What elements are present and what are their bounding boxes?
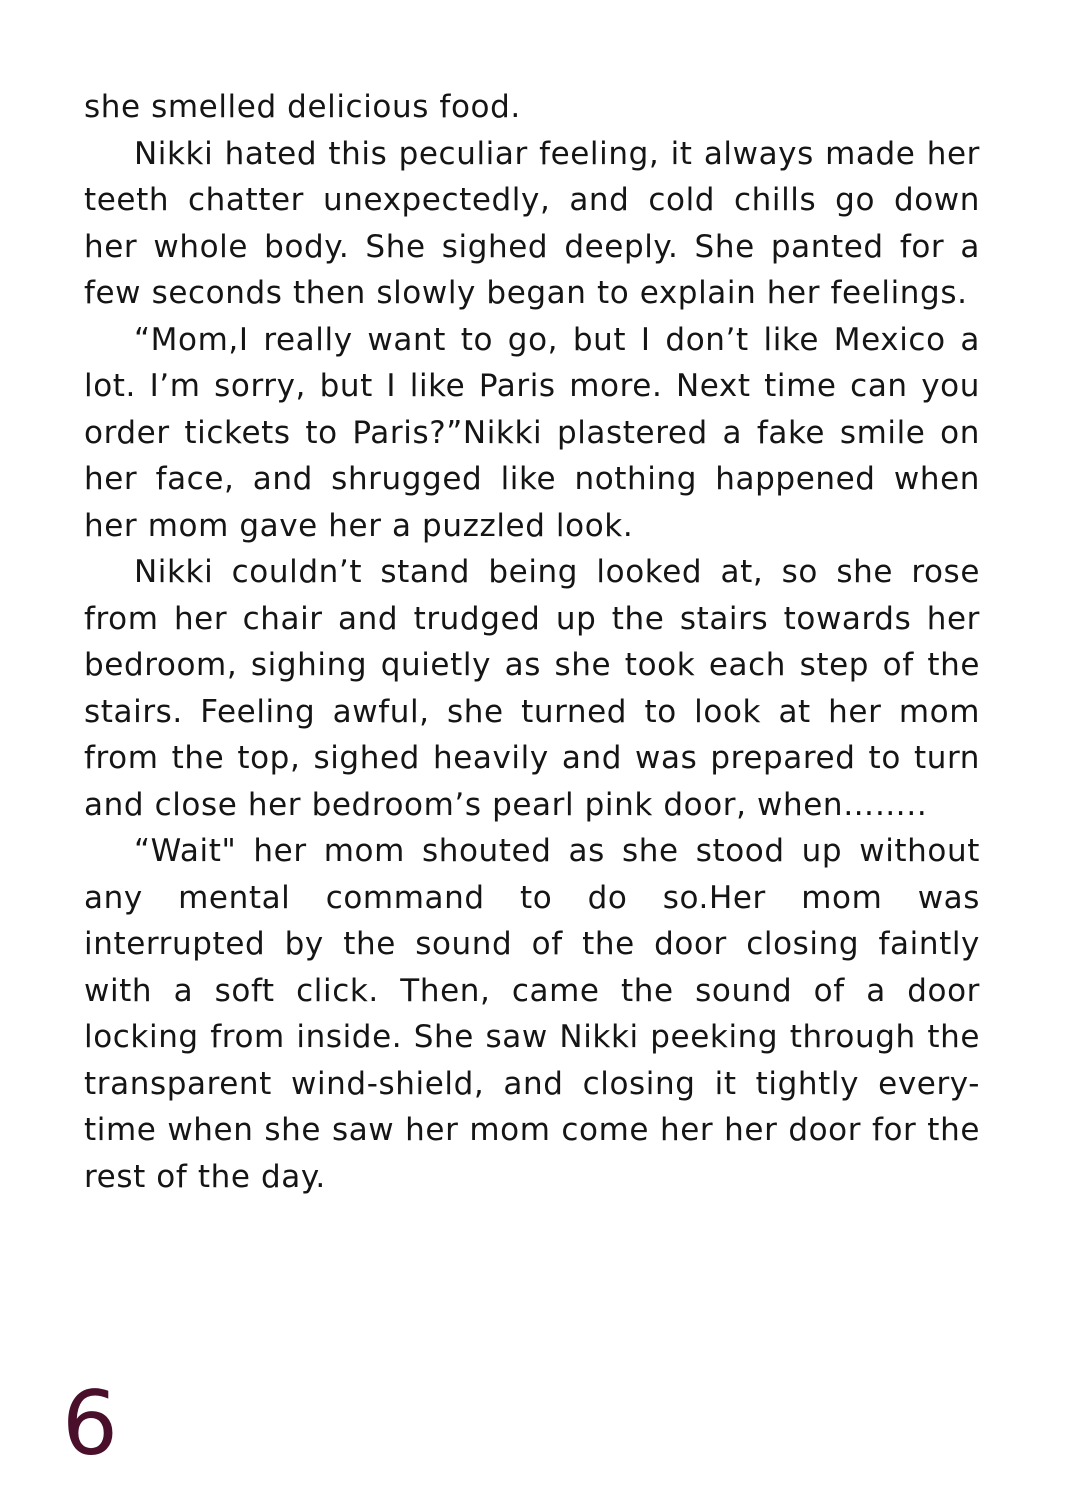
paragraph-peculiar-feeling: Nikki hated this peculiar feeling, it always made her teeth chatter unexpectedly, and cold chills go down her whole body. She sighed deeply. She panted for a few seconds then slowly began to explain her feelings. (84, 135, 980, 311)
paragraph-continuation: she smelled delicious food. (84, 89, 521, 125)
story-text (84, 84, 980, 1200)
page-number: 6 (62, 1372, 118, 1475)
paragraph-wait: “Wait" her mom shouted as she stood up without any mental command to do so.Her mom was interrupted by the sound of the door closing faintly with a soft click. Then, came the sound of a door locking from inside. She saw Nikki peeking through the transparent wind-shield, and closing it tightly every-time when she saw her mom come her her door for the rest of the day. (84, 833, 980, 1195)
paragraph-mom-dialogue: “Mom,I really want to go, but I don’t like Mexico a lot. I’m sorry, but I like Paris more. Next time can you order tickets to Paris?”Nikki plastered a fake smile on her face, and shrugged like nothing happened when her mom gave her a puzzled look. (84, 321, 980, 544)
paragraph-stairs: Nikki couldn’t stand being looked at, so she rose from her chair and trudged up the stairs towards her bedroom, sighing quietly as she took each step of the stairs. Feeling awful, she turned to look at her mom from the top, sighed heavily and was prepared to turn and close her bedroom’s pearl pink door, when…….. (84, 554, 980, 823)
